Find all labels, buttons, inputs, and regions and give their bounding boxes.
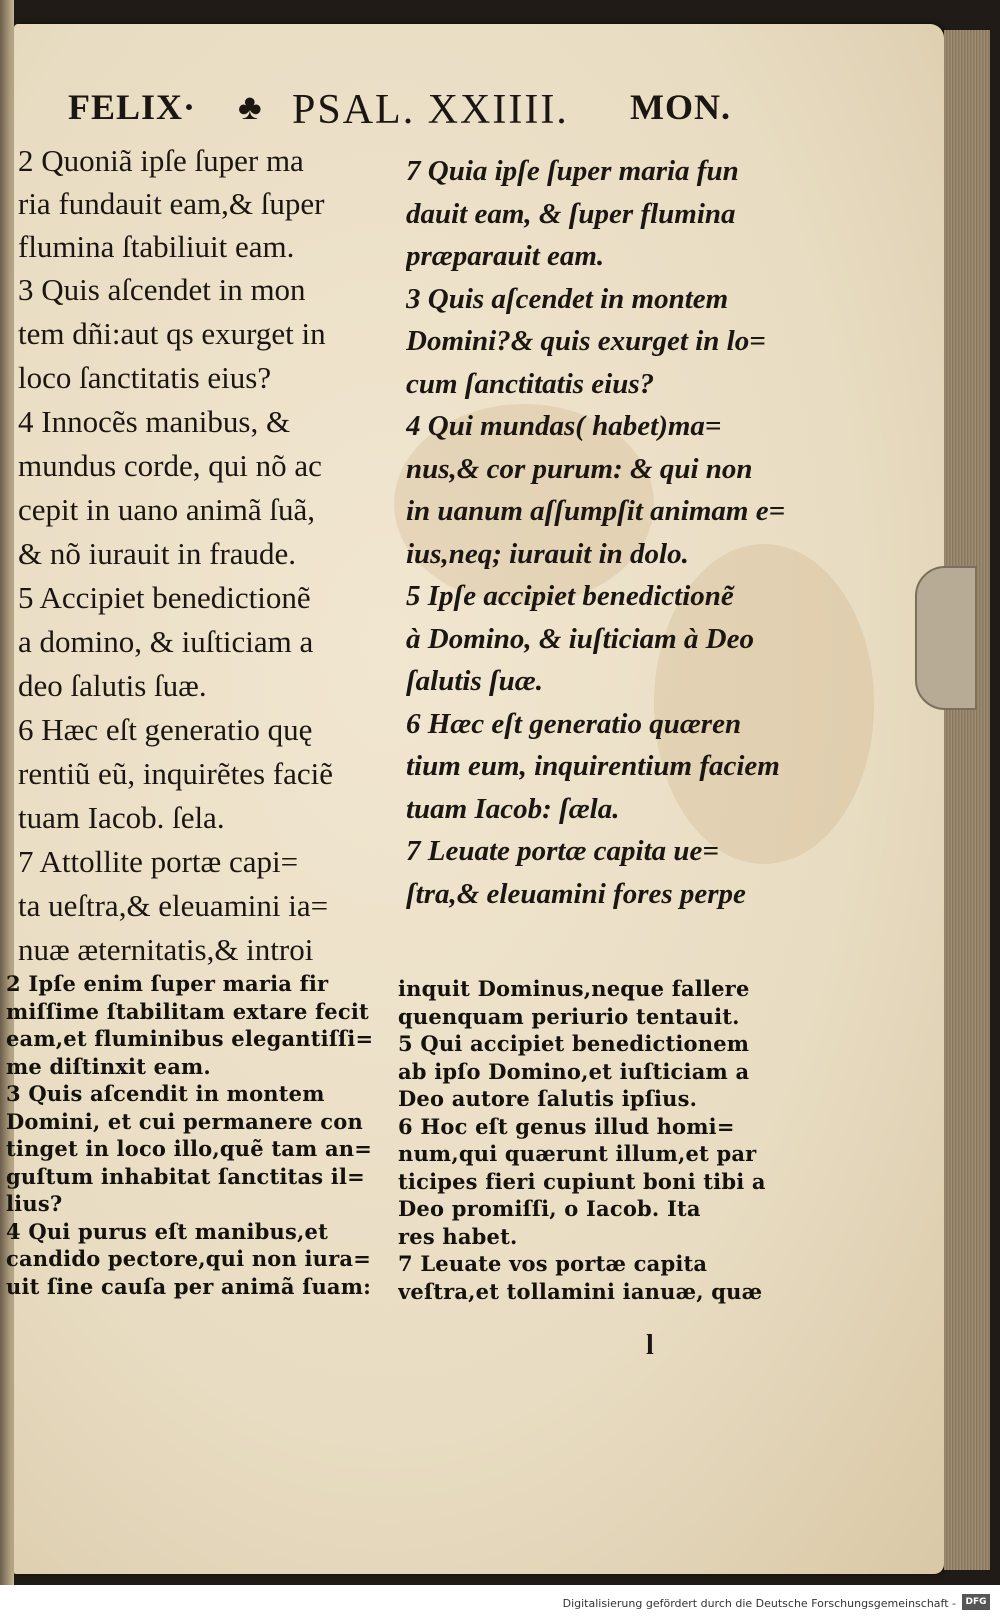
text-line: ius,neq; iurauit in dolo. bbox=[406, 537, 689, 570]
gloss-line: num,qui quærunt illum,et par bbox=[398, 1141, 757, 1166]
gloss-line: Domini, et cui permanere con bbox=[6, 1108, 363, 1134]
gloss-line: inquit Dominus,neque fallere bbox=[398, 976, 750, 1001]
text-line: & nõ iurauit in fraude. bbox=[18, 536, 297, 572]
gloss-line: 5 Qui accipiet benedictionem bbox=[398, 1031, 750, 1056]
gloss-line: veſtra,et tollamini ianuæ, quæ bbox=[398, 1278, 763, 1304]
gloss-line: 6 Hoc eſt genus illud homi= bbox=[398, 1113, 735, 1139]
text-line: ta ueſtra,& eleuamini ia= bbox=[18, 888, 329, 924]
text-line: tium eum, inquirentium faciem bbox=[406, 750, 780, 782]
left-gloss-column bbox=[6, 970, 386, 1300]
gloss-line: me diſtinxit eam. bbox=[6, 1053, 211, 1079]
text-line: deo ſalutis ſuæ. bbox=[18, 668, 207, 704]
text-line: nus,& cor purum: & qui non bbox=[406, 452, 753, 485]
gloss-line: ab ipſo Domino,et iuſticiam a bbox=[398, 1058, 750, 1084]
text-line: 5 Accipiet benedictionẽ bbox=[18, 580, 311, 616]
text-line: 3 Quis aſcendet in mon bbox=[18, 272, 306, 308]
gloss-line: guſtum inhabitat ſanctitas il= bbox=[6, 1163, 365, 1189]
text-line: a domino, & iuſticiam a bbox=[18, 624, 314, 660]
text-line: 6 Hæc eſt generatio quę bbox=[18, 712, 313, 748]
running-header bbox=[60, 86, 760, 146]
gloss-line: miſſime ſtabilitam extare fecit bbox=[6, 998, 369, 1024]
text-line: tuam Iacob: ſæla. bbox=[406, 792, 620, 825]
gloss-line: tinget in loco illo,quẽ tam an= bbox=[6, 1136, 373, 1161]
gloss-line: 4 Qui purus eſt manibus,et bbox=[6, 1218, 329, 1244]
gloss-line: ticipes fieri cupiunt boni tibi a bbox=[398, 1168, 766, 1194]
gloss-line: quenquam periurio tentauit. bbox=[398, 1003, 740, 1029]
text-line: cepit in uano animã ſuã, bbox=[18, 492, 315, 528]
text-line: ſtra,& eleuamini fores perpe bbox=[406, 877, 746, 910]
gloss-line: eam,et fluminibus elegantiſſi= bbox=[6, 1026, 374, 1051]
text-line: à Domino, & iuſticiam à Deo bbox=[406, 622, 754, 655]
club-ornament-icon: ♣ bbox=[238, 87, 263, 127]
left-text-column bbox=[18, 140, 398, 972]
text-line: rentiũ eũ, inquirẽtes faciẽ bbox=[18, 756, 334, 792]
header-left: FELIX· bbox=[68, 87, 197, 127]
dfg-logo: DFG bbox=[962, 1594, 990, 1610]
text-line: loco ſanctitatis eius? bbox=[18, 360, 272, 396]
gloss-line: 7 Leuate vos portæ capita bbox=[398, 1251, 708, 1276]
footer-credit: Digitalisierung gefördert durch die Deutsche Forschungsgemeinschaft - bbox=[562, 1597, 956, 1610]
text-line: tuam Iacob. ſela. bbox=[18, 800, 225, 836]
text-line: 3 Quis aſcendet in montem bbox=[406, 282, 729, 315]
text-line: cum ſanctitatis eius? bbox=[406, 367, 655, 400]
text-line: in uanum aſſumpſit animam e= bbox=[406, 495, 786, 527]
catchword: l bbox=[646, 1330, 654, 1361]
text-line: nuæ æternitatis,& introi bbox=[18, 932, 314, 968]
gloss-line: res habet. bbox=[398, 1223, 518, 1249]
gloss-line: Deo promiſſi, o Iacob. Ita bbox=[398, 1196, 701, 1221]
gloss-line: 2 Ipſe enim ſuper maria fir bbox=[6, 971, 329, 996]
text-line: flumina ſtabiliuit eam. bbox=[18, 228, 295, 264]
header-right: MON. bbox=[630, 87, 731, 127]
right-gloss-column bbox=[398, 975, 778, 1305]
book-clasp bbox=[915, 566, 977, 710]
right-text-column bbox=[406, 150, 806, 915]
text-line: ria fundauit eam,& ſuper bbox=[18, 185, 325, 221]
facing-page-edge bbox=[0, 0, 14, 1585]
text-line: 7 Attollite portæ capi= bbox=[18, 844, 299, 880]
text-line: 4 Qui mundas( habet)ma= bbox=[406, 410, 722, 442]
page-block-edge bbox=[944, 30, 990, 1570]
text-line: 5 Ipſe accipiet benedictionẽ bbox=[406, 580, 734, 612]
header-psalm-title: PSAL. XXIIII. bbox=[292, 87, 569, 133]
text-line: 7 Leuate portæ capita ue= bbox=[406, 835, 719, 867]
gloss-line: uit ſine cauſa per animã ſuam: bbox=[6, 1273, 372, 1299]
text-line: 4 Innocẽs manibus, & bbox=[18, 404, 291, 440]
text-line: 6 Hæc eſt generatio quæren bbox=[406, 707, 742, 740]
text-line: mundus corde, qui nõ ac bbox=[18, 448, 322, 484]
text-line: tem dñi:aut qs exurget in bbox=[18, 316, 326, 352]
text-line: Domini?& quis exurget in lo= bbox=[406, 325, 766, 357]
text-line: 2 Quoniã ipſe ſuper ma bbox=[18, 143, 304, 178]
text-line: præparauit eam. bbox=[406, 240, 605, 272]
footer-bar bbox=[0, 1585, 1000, 1623]
text-line: dauit eam, & ſuper flumina bbox=[406, 197, 736, 230]
text-line: ſalutis ſuæ. bbox=[406, 665, 543, 697]
gloss-line: Deo autore ſalutis ipſius. bbox=[398, 1086, 698, 1111]
gloss-line: candido pectore,qui non iura= bbox=[6, 1246, 372, 1271]
gloss-line: lius? bbox=[6, 1191, 63, 1216]
gloss-line: 3 Quis aſcendit in montem bbox=[6, 1081, 325, 1106]
text-line: 7 Quia ipſe ſuper maria fun bbox=[406, 155, 739, 187]
